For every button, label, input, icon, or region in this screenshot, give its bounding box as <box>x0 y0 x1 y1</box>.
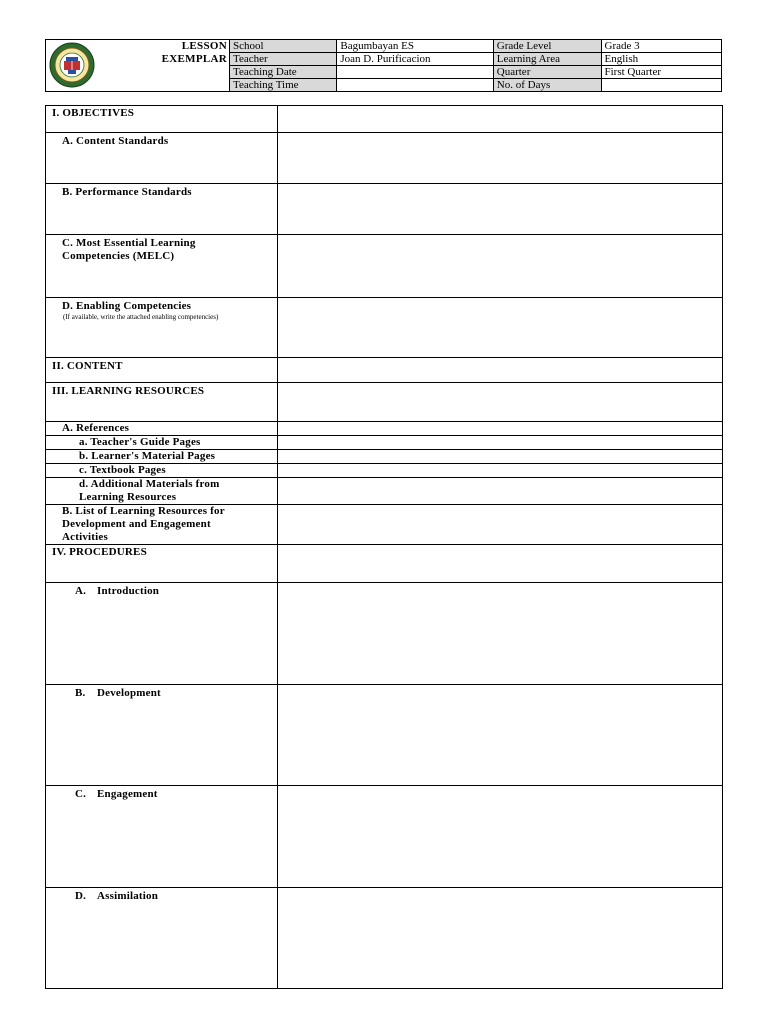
info-row-teaching-time <box>230 79 722 92</box>
learning-resources-label-cell <box>46 383 278 422</box>
assimilation-content-cell <box>278 888 723 989</box>
performance-standards-label: B. Performance Standards <box>62 186 192 198</box>
development-letter: B. <box>75 687 86 699</box>
header-info-table <box>229 40 721 91</box>
learners-material-content-cell <box>278 450 723 464</box>
performance-standards-label-cell <box>46 184 278 235</box>
melc-label-line1: C. Most Essential Learning <box>62 237 196 249</box>
list-of-resources-content-cell <box>278 505 723 545</box>
row-teachers-guide <box>46 436 723 450</box>
enabling-competencies-note: (If available, write the attached enabling competencies) <box>63 313 219 321</box>
row-references <box>46 422 723 436</box>
teachers-guide-label-cell <box>46 436 278 450</box>
references-label: A. References <box>62 422 130 434</box>
textbook-label-cell <box>46 464 278 478</box>
teachers-guide-label: a. Teacher's Guide Pages <box>79 436 201 448</box>
learning-resources-heading: III. LEARNING RESOURCES <box>52 385 205 397</box>
info-row-teacher <box>230 53 722 66</box>
content-content-cell <box>278 358 723 383</box>
content-label-cell <box>46 358 278 383</box>
row-textbook <box>46 464 723 478</box>
teaching-date-value <box>337 66 493 79</box>
row-enabling-competencies <box>46 298 723 358</box>
development-content-cell <box>278 685 723 786</box>
list-of-resources-label-cell <box>46 505 278 545</box>
grade-level-label: Grade Level <box>493 40 601 53</box>
introduction-label-cell <box>46 583 278 685</box>
assimilation-label <box>75 889 277 903</box>
info-row-school <box>230 40 722 53</box>
enabling-competencies-content-cell <box>278 298 723 358</box>
enabling-competencies-label: D. Enabling Competencies <box>62 300 192 312</box>
lesson-exemplar-title <box>98 40 229 91</box>
row-assimilation <box>46 888 723 989</box>
learners-material-label-cell <box>46 450 278 464</box>
teaching-time-value <box>337 79 493 92</box>
introduction-text: Introduction <box>97 585 160 597</box>
deped-seal-logo <box>49 42 95 88</box>
procedures-content-cell <box>278 545 723 583</box>
textbook-content-cell <box>278 464 723 478</box>
row-development <box>46 685 723 786</box>
school-label: School <box>230 40 337 53</box>
learners-material-label: b. Learner's Material Pages <box>79 450 216 462</box>
additional-materials-content-cell <box>278 478 723 505</box>
teacher-value: Joan D. Purificacion <box>337 53 493 66</box>
learning-resources-content-cell <box>278 383 723 422</box>
references-content-cell <box>278 422 723 436</box>
teachers-guide-content-cell <box>278 436 723 450</box>
textbook-label: c. Textbook Pages <box>79 464 166 476</box>
additional-materials-label-line2: Learning Resources <box>79 491 177 503</box>
melc-label-cell <box>46 235 278 298</box>
engagement-label-cell <box>46 786 278 888</box>
procedures-heading: IV. PROCEDURES <box>52 546 147 558</box>
list-of-resources-label-line1: B. List of Learning Resources for <box>62 505 225 517</box>
school-value: Bagumbayan ES <box>337 40 493 53</box>
row-melc <box>46 235 723 298</box>
teacher-label: Teacher <box>230 53 337 66</box>
learning-area-value: English <box>601 53 721 66</box>
assimilation-text: Assimilation <box>97 890 159 902</box>
row-learners-material <box>46 450 723 464</box>
title-line2: EXEMPLAR <box>161 53 227 65</box>
additional-materials-label-cell <box>46 478 278 505</box>
row-performance-standards <box>46 184 723 235</box>
info-row-teaching-date <box>230 66 722 79</box>
row-engagement <box>46 786 723 888</box>
row-learning-resources <box>46 383 723 422</box>
row-introduction <box>46 583 723 685</box>
row-additional-materials <box>46 478 723 505</box>
no-of-days-label: No. of Days <box>493 79 601 92</box>
introduction-letter: A. <box>75 585 87 597</box>
lesson-plan-table <box>45 105 723 989</box>
assimilation-label-cell <box>46 888 278 989</box>
development-text: Development <box>97 687 161 699</box>
row-procedures <box>46 545 723 583</box>
objectives-heading: I. OBJECTIVES <box>52 107 135 119</box>
introduction-label <box>75 584 277 598</box>
introduction-content-cell <box>278 583 723 685</box>
list-of-resources-label-line2: Development and Engagement <box>62 518 211 530</box>
grade-level-value: Grade 3 <box>601 40 721 53</box>
engagement-text: Engagement <box>97 788 158 800</box>
list-of-resources-label-line3: Activities <box>62 531 108 543</box>
engagement-letter: C. <box>75 788 87 800</box>
no-of-days-value <box>601 79 721 92</box>
content-standards-label: A. Content Standards <box>62 135 169 147</box>
assimilation-letter: D. <box>75 890 87 902</box>
learning-area-label: Learning Area <box>493 53 601 66</box>
engagement-label <box>75 787 277 801</box>
references-label-cell <box>46 422 278 436</box>
melc-label-line2: Competencies (MELC) <box>62 250 175 262</box>
quarter-value: First Quarter <box>601 66 721 79</box>
title-line1: LESSON <box>181 40 227 52</box>
row-objectives <box>46 106 723 133</box>
objectives-label-cell <box>46 106 278 133</box>
content-standards-label-cell <box>46 133 278 184</box>
objectives-content-cell <box>278 106 723 133</box>
engagement-content-cell <box>278 786 723 888</box>
teaching-date-label: Teaching Date <box>230 66 337 79</box>
row-content-standards <box>46 133 723 184</box>
procedures-label-cell <box>46 545 278 583</box>
lesson-header <box>45 39 722 92</box>
development-label-cell <box>46 685 278 786</box>
melc-content-cell <box>278 235 723 298</box>
development-label <box>75 686 277 700</box>
additional-materials-label-line1: d. Additional Materials from <box>79 478 220 490</box>
content-standards-content-cell <box>278 133 723 184</box>
content-heading: II. CONTENT <box>52 360 123 372</box>
row-list-of-resources <box>46 505 723 545</box>
quarter-label: Quarter <box>493 66 601 79</box>
performance-standards-content-cell <box>278 184 723 235</box>
logo-cell <box>46 40 98 91</box>
enabling-competencies-label-cell <box>46 298 278 358</box>
row-content <box>46 358 723 383</box>
teaching-time-label: Teaching Time <box>230 79 337 92</box>
